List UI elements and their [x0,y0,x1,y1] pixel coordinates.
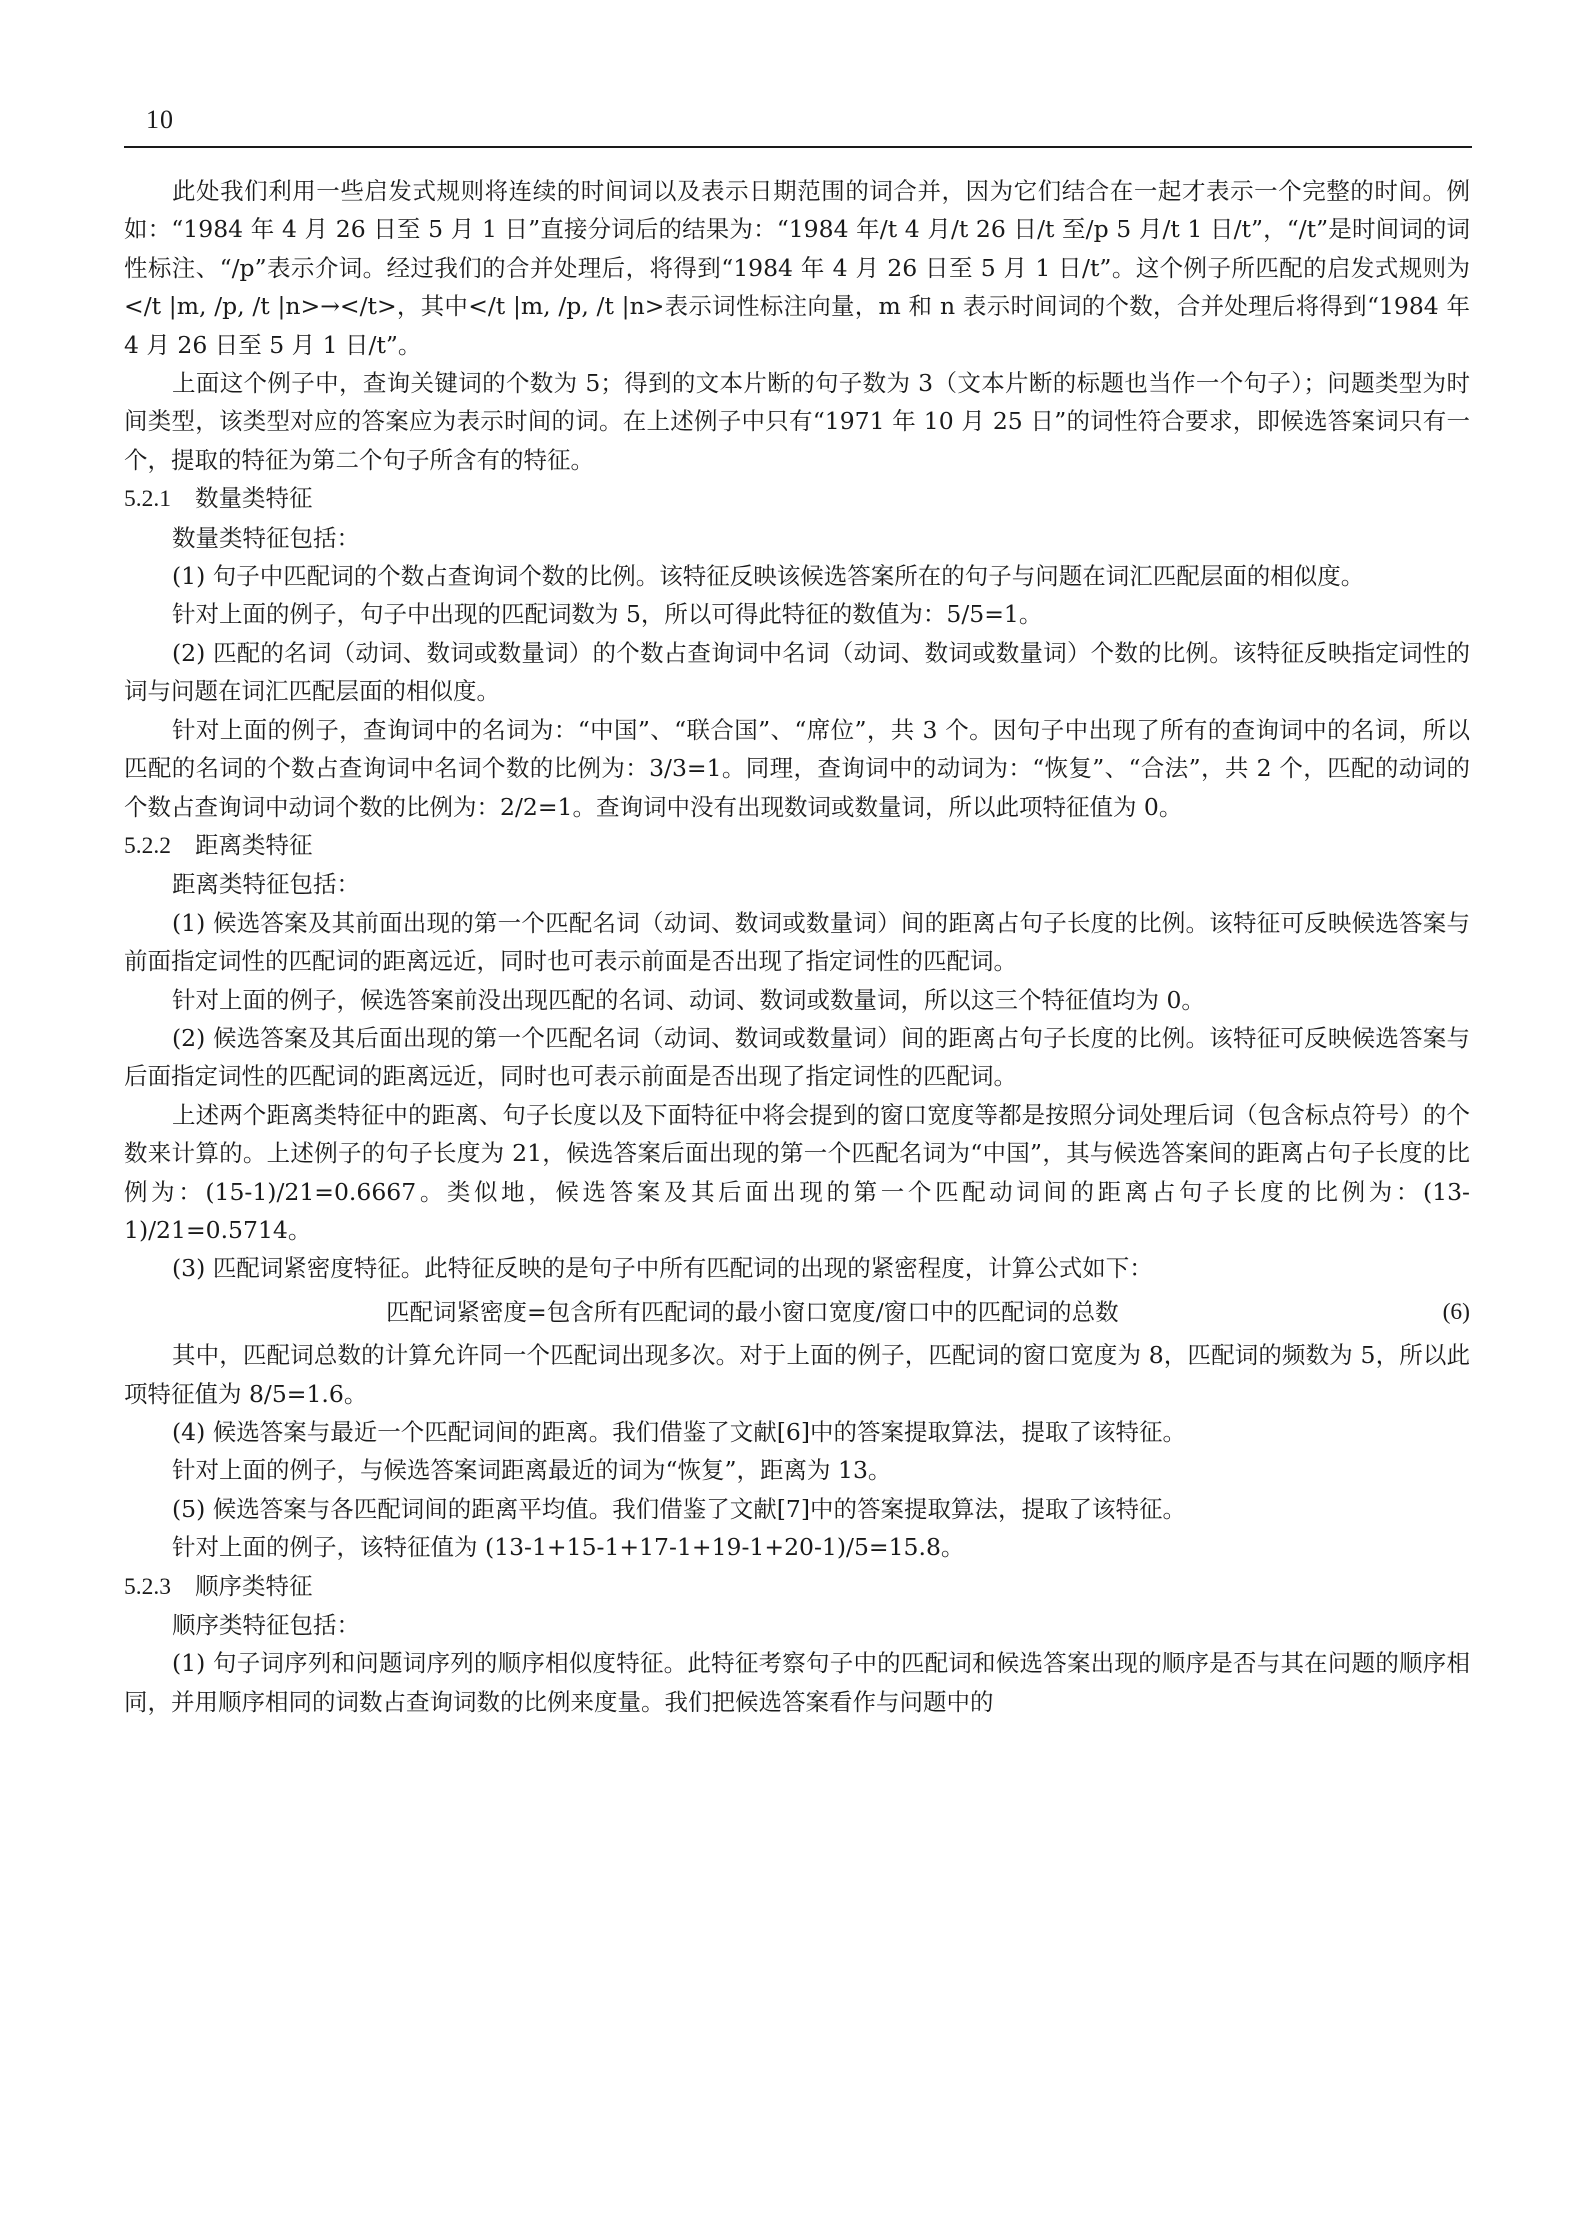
header-rule [124,146,1472,148]
paragraph: (4) 候选答案与最近一个匹配词间的距离。我们借鉴了文献[6]中的答案提取算法，提取了该特征。 [172,1417,1187,1446]
paragraph: 上述两个距离类特征中的距离、句子长度以及下面特征中将会提到的窗口宽度等都是按照分词处理后词（包含标点符号）的个数来计算的。上述例子的句子长度为 21，候选答案后面出现的第一个匹配名词为“中国”，其与候选答案间的距离占句子长度的比例为：(15-1)/21=0.6667。类似地，候选答案及其后面出现的第一个匹配动词间的距离占句子长度的比例为：(13-1)/21=0.5714。 [124,1100,1470,1244]
paragraph: 数量类特征包括： [172,523,360,552]
paragraph: (3) 匹配词紧密度特征。此特征反映的是句子中所有匹配词的出现的紧密程度，计算公式如下： [172,1254,1153,1283]
paragraph: 针对上面的例子，句子中出现的匹配词数为 5，所以可得此特征的数值为：5/5=1。 [172,600,1043,629]
paragraph: 针对上面的例子，查询词中的名词为：“中国”、“联合国”、“席位”，共 3 个。因句子中出现了所有的查询词中的名词，所以匹配的名词的个数占查询词中名词个数的比例为：3/3=1。同理，查询词中的动词为：“恢复”、“合法”，共 2 个，匹配的动词的个数占查询词中动词个数的比例为：2/2=1。查询词中没有出现数词或数量词，所以此项特征值为 0。 [124,715,1470,821]
section-heading [124,479,1470,518]
section-title: 距离类特征 [195,830,313,859]
paragraph: (2) 候选答案及其后面出现的第一个匹配名词（动词、数词或数量词）间的距离占句子长度的比例。该特征可反映候选答案与后面指定词性的匹配词的距离远近，同时也可表示前面是否出现了指定词性的匹配词。 [124,1023,1470,1091]
section-number: 5.2.3 [124,1573,171,1600]
paragraph: 其中，匹配词总数的计算允许同一个匹配词出现多次。对于上面的例子，匹配词的窗口宽度为 8，匹配词的频数为 5，所以此项特征值为 8/5=1.6。 [124,1341,1470,1408]
paragraph: (5) 候选答案与各匹配词间的距离平均值。我们借鉴了文献[7]中的答案提取算法，提取了该特征。 [172,1494,1187,1523]
paragraph: (1) 候选答案及其前面出现的第一个匹配名词（动词、数词或数量词）间的距离占句子长度的比例。该特征可反映候选答案与前面指定词性的匹配词的距离远近，同时也可表示前面是否出现了指定词性的匹配词。 [124,908,1470,976]
section-heading [124,1567,1470,1606]
paragraph: 针对上面的例子，该特征值为 (13-1+15-1+17-1+19-1+20-1)/5=15.8。 [172,1533,965,1562]
paragraph: (2) 匹配的名词（动词、数词或数量词）的个数占查询词中名词（动词、数词或数量词）个数的比例。该特征反映指定词性的词与问题在词汇匹配层面的相似度。 [124,638,1470,706]
section-heading [124,826,1470,865]
section-number: 5.2.1 [124,486,171,513]
section-number: 5.2.2 [124,832,171,859]
paragraph: 距离类特征包括： [172,870,360,899]
body-text [124,172,1470,1721]
page-number: 10 [146,105,174,134]
paragraph: 顺序类特征包括： [172,1611,360,1640]
equation [124,1293,1470,1331]
paragraph: 针对上面的例子，候选答案前没出现匹配的名词、动词、数词或数量词，所以这三个特征值均为 0。 [172,985,1205,1014]
paragraph: (1) 句子中匹配词的个数占查询词个数的比例。该特征反映该候选答案所在的句子与问题在词汇匹配层面的相似度。 [172,562,1365,591]
section-title: 顺序类特征 [195,1571,313,1600]
paragraph: 此处我们利用一些启发式规则将连续的时间词以及表示日期范围的词合并，因为它们结合在一起才表示一个完整的时间。例如：“1984 年 4 月 26 日至 5 月 1 日”直接分词后的结果为：“1984 年/t 4 月/t 26 日/t 至/p 5 月/t 1 日/t”，“/t”是时间词的词性标注、“/p”表示介词。经过我们的合并处理后，将得到“1984 年 4 月 26 日至 5 月 1 日/t”。这个例子所匹配的启发式规则为</t |m, /p, /t |n>→</t>，其中</t |m, /p, /t |n>表示词性标注向量，m 和 n 表示时间词的个数，合并处理后将得到“1984 年 4 月 26 日至 5 月 1 日/t”。 [124,177,1470,359]
paragraph: 上面这个例子中，查询关键词的个数为 5；得到的文本片断的句子数为 3（文本片断的标题也当作一个句子）；问题类型为时间类型，该类型对应的答案应为表示时间的词。在上述例子中只有“1971 年 10 月 25 日”的词性符合要求，即候选答案词只有一个，提取的特征为第二个句子所含有的特征。 [124,369,1470,474]
paragraph: (1) 句子词序列和问题词序列的顺序相似度特征。此特征考察句子中的匹配词和候选答案出现的顺序是否与其在问题的顺序相同，并用顺序相同的词数占查询词数的比例来度量。我们把候选答案看作与问题中的 [124,1649,1470,1716]
section-title: 数量类特征 [195,484,313,513]
paragraph: 针对上面的例子，与候选答案词距离最近的词为“恢复”，距离为 13。 [172,1456,892,1485]
equation-number: (6) [1442,1298,1470,1325]
equation-expression: 匹配词紧密度=包含所有匹配词的最小窗口宽度/窗口中的匹配词的总数 [386,1297,1119,1326]
